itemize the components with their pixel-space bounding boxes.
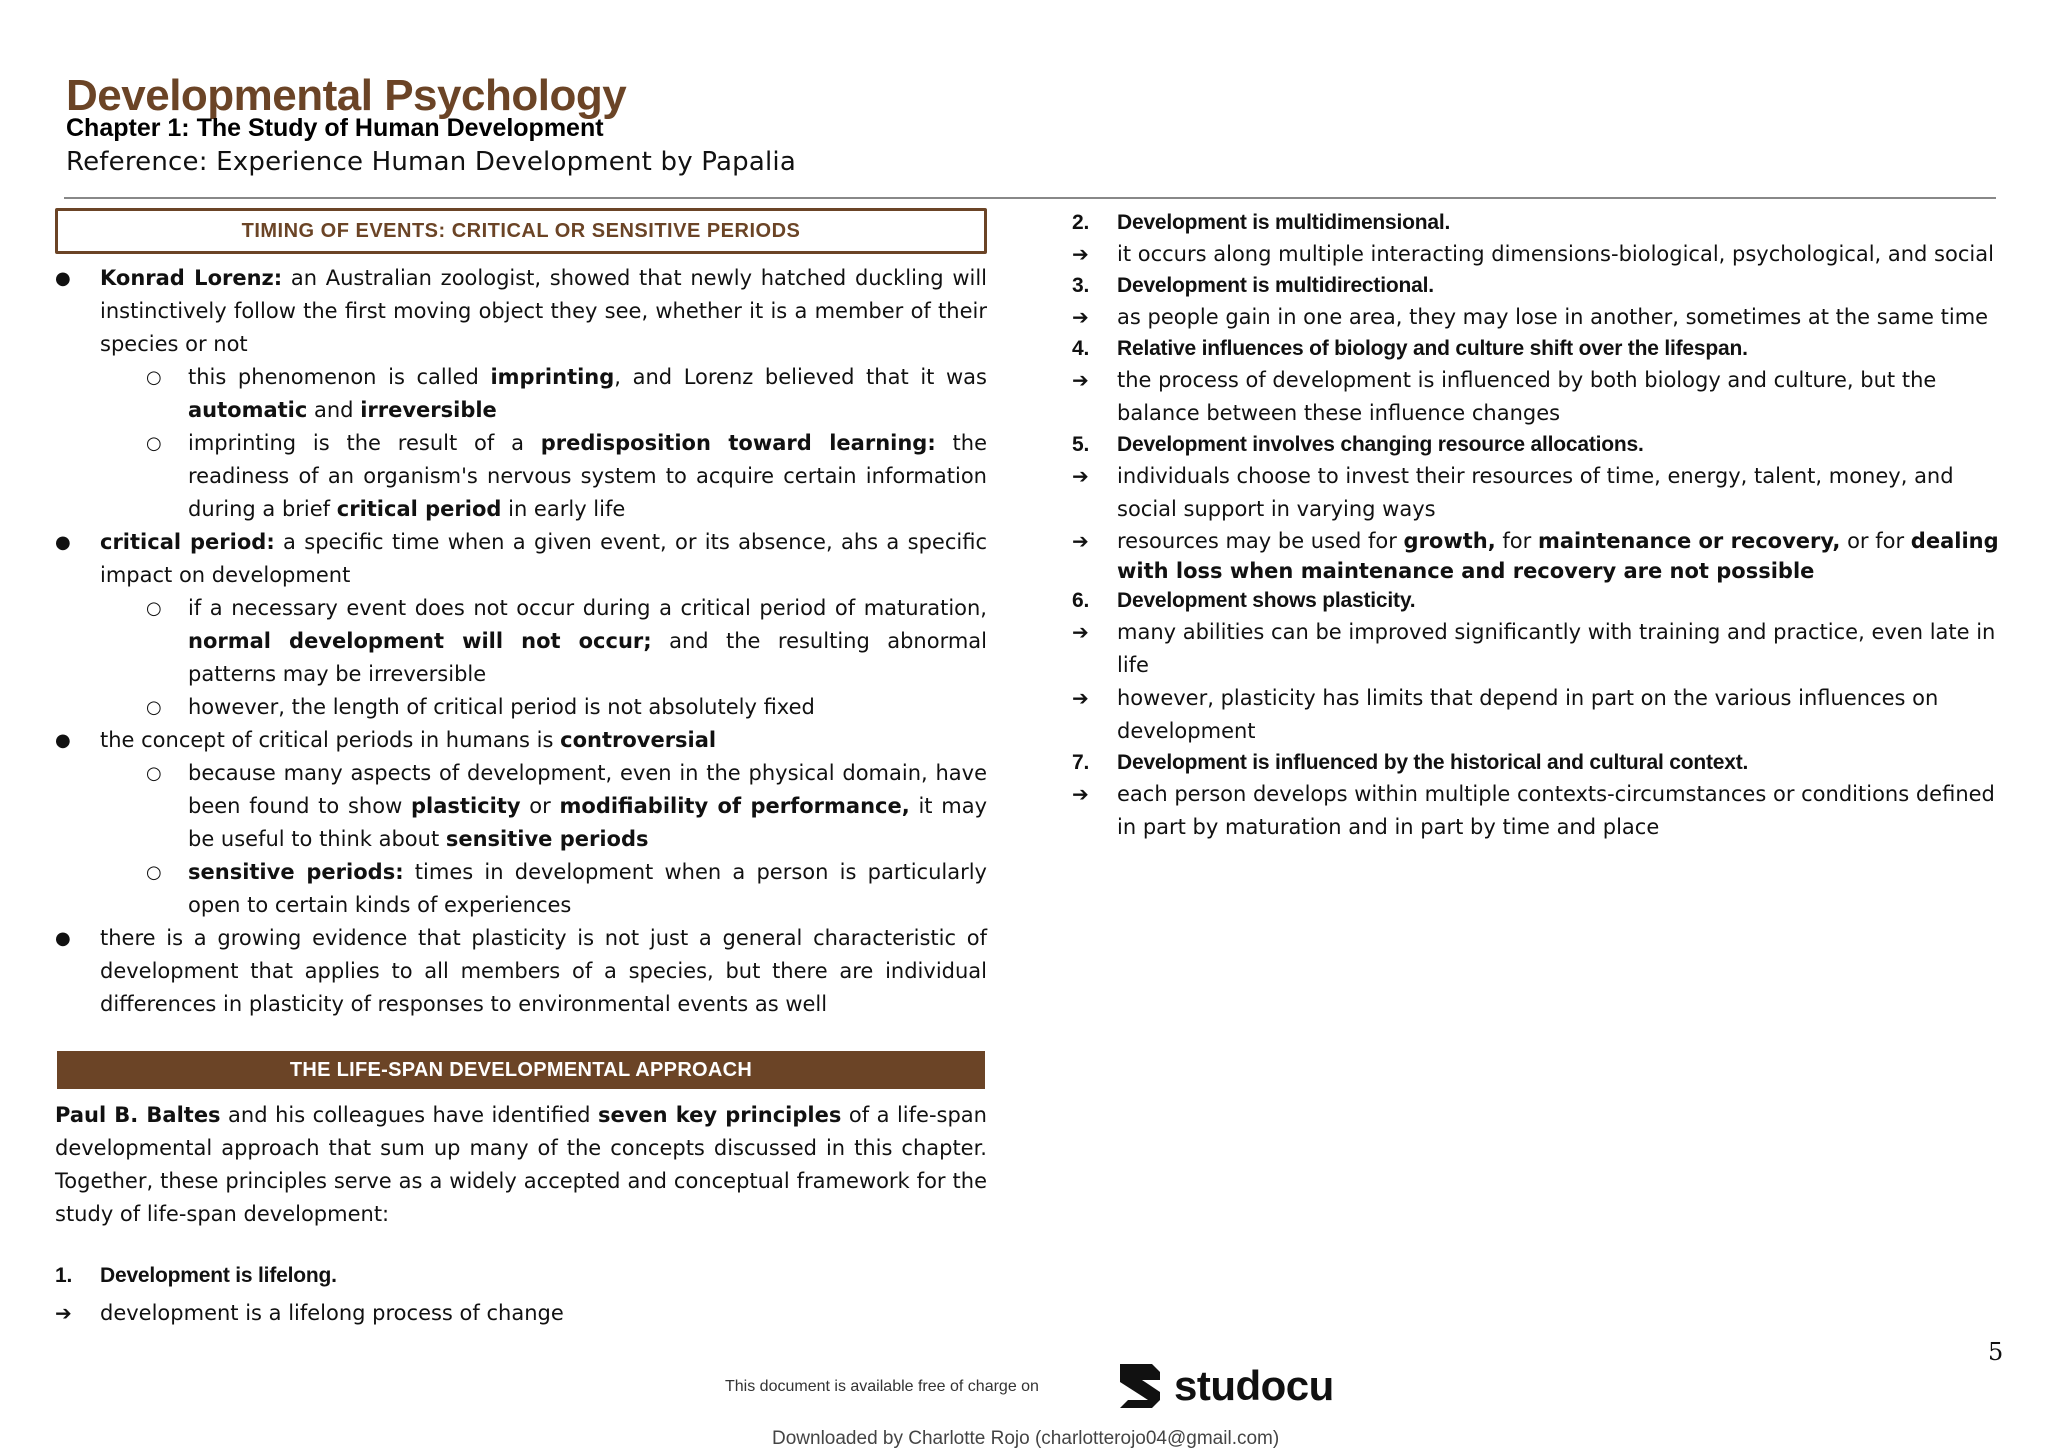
- circle-bullet-icon: ○: [146, 598, 162, 619]
- intro-paragraph: Paul B. Baltes and his colleagues have identified seven key principles of a life-span developmental approach that sum up many of the concepts discussed in this chapter. Together, these principles serve as a widely accepted and conceptual framework for the study of life-span development:: [55, 1103, 987, 1226]
- circle-bullet-icon: ○: [146, 367, 162, 388]
- list-item: ● critical period: a specific time when a given event, or its absence, ahs a specific impact on development: [55, 526, 987, 592]
- list-item: ○ sensitive periods: times in development when a person is particularly open to certain kinds of experiences: [55, 856, 987, 922]
- list-item: ➔ however, plasticity has limits that depend in part on the various influences on development: [1072, 682, 2002, 748]
- list-item: ○ imprinting is the result of a predisposition toward learning: the readiness of an organism's nervous system to acquire certain information during a brief critical period in early life: [55, 427, 987, 526]
- arrow-icon: ➔: [55, 1301, 72, 1325]
- circle-bullet-icon: ○: [146, 697, 162, 718]
- list-item: ➔ resources may be used for growth, for maintenance or recovery, or for dealing with loss when maintenance and recovery are not possible: [1072, 526, 2002, 586]
- principle-heading: 4. Relative influences of biology and culture shift over the lifespan.: [1072, 337, 1748, 360]
- list-item: ● the concept of critical periods in humans is controversial: [55, 724, 987, 757]
- arrow-icon: ➔: [1072, 620, 1089, 644]
- bullet-icon: ●: [55, 928, 71, 949]
- principle-heading: 3. Development is multidirectional.: [1072, 274, 1434, 297]
- list-item: ➔ as people gain in one area, they may lose in another, sometimes at the same time: [1072, 301, 2002, 334]
- availability-note: This document is available free of charge on: [725, 1378, 1039, 1395]
- bullet-icon: ●: [55, 532, 71, 553]
- principle-heading: 6. Development shows plasticity.: [1072, 589, 1416, 612]
- bullet-icon: ●: [55, 730, 71, 751]
- list-item: ● Konrad Lorenz: an Australian zoologist, showed that newly hatched duckling will instinctively follow the first moving object they see, whether it is a member of their species or not: [55, 262, 987, 361]
- circle-bullet-icon: ○: [146, 862, 162, 883]
- list-item: ○ this phenomenon is called imprinting, and Lorenz believed that it was automatic and irreversible: [55, 361, 987, 427]
- arrow-icon: ➔: [1072, 368, 1089, 392]
- circle-bullet-icon: ○: [146, 763, 162, 784]
- studocu-logo[interactable]: [1112, 1358, 1334, 1414]
- right-column: [1072, 208, 2002, 844]
- arrow-icon: ➔: [1072, 242, 1089, 266]
- page-number: 5: [1988, 1338, 2004, 1366]
- header-divider: [64, 197, 1996, 199]
- arrow-icon: ➔: [1072, 305, 1089, 329]
- document-header: [66, 72, 796, 182]
- list-item: ➔ development is a lifelong process of change: [55, 1297, 987, 1330]
- list-item: ➔ each person develops within multiple contexts-circumstances or conditions defined in part by maturation and in part by time and place: [1072, 778, 2002, 844]
- bullet-icon: ●: [55, 268, 71, 289]
- studocu-wordmark: studocu: [1174, 1362, 1334, 1409]
- left-column: [55, 208, 987, 1330]
- principle-heading: 7. Development is influenced by the historical and cultural context.: [1072, 751, 1749, 774]
- section-heading-lifespan: THE LIFE-SPAN DEVELOPMENTAL APPROACH: [57, 1051, 985, 1089]
- list-item: ➔ individuals choose to invest their resources of time, energy, talent, money, and social support in varying ways: [1072, 460, 2002, 526]
- studocu-s-icon: [1112, 1358, 1168, 1414]
- arrow-icon: ➔: [1072, 464, 1089, 488]
- download-note: Downloaded by Charlotte Rojo (charlotterojo04@gmail.com): [772, 1428, 1280, 1449]
- section-heading-timing: TIMING OF EVENTS: CRITICAL OR SENSITIVE PERIODS: [55, 208, 987, 254]
- reference-line: Reference: Experience Human Development by Papalia: [66, 147, 796, 177]
- principle-heading: 5. Development involves changing resource allocations.: [1072, 433, 1644, 456]
- document-title: Developmental Psychology: [66, 71, 627, 120]
- list-item: ○ if a necessary event does not occur during a critical period of maturation, normal development will not occur; and the resulting abnormal patterns may be irreversible: [55, 592, 987, 691]
- list-item: ● there is a growing evidence that plasticity is not just a general characteristic of development that applies to all members of a species, but there are individual differences in plasticity of responses to environmental events as well: [55, 922, 987, 1021]
- list-item: ➔ many abilities can be improved significantly with training and practice, even late in life: [1072, 616, 2002, 682]
- chapter-title: Chapter 1: The Study of Human Development: [66, 114, 604, 142]
- circle-bullet-icon: ○: [146, 433, 162, 454]
- list-item: ○ however, the length of critical period is not absolutely fixed: [55, 691, 987, 724]
- list-item: ➔ it occurs along multiple interacting dimensions-biological, psychological, and social: [1072, 238, 2002, 271]
- list-item: ➔ the process of development is influenced by both biology and culture, but the balance between these influence changes: [1072, 364, 2002, 430]
- arrow-icon: ➔: [1072, 686, 1089, 710]
- arrow-icon: ➔: [1072, 782, 1089, 806]
- arrow-icon: ➔: [1072, 529, 1089, 553]
- list-item: ○ because many aspects of development, even in the physical domain, have been found to show plasticity or modifiability of performance, it may be useful to think about sensitive periods: [55, 757, 987, 856]
- principle-heading: 2. Development is multidimensional.: [1072, 211, 1451, 234]
- principle-heading: 1. Development is lifelong.: [55, 1264, 337, 1287]
